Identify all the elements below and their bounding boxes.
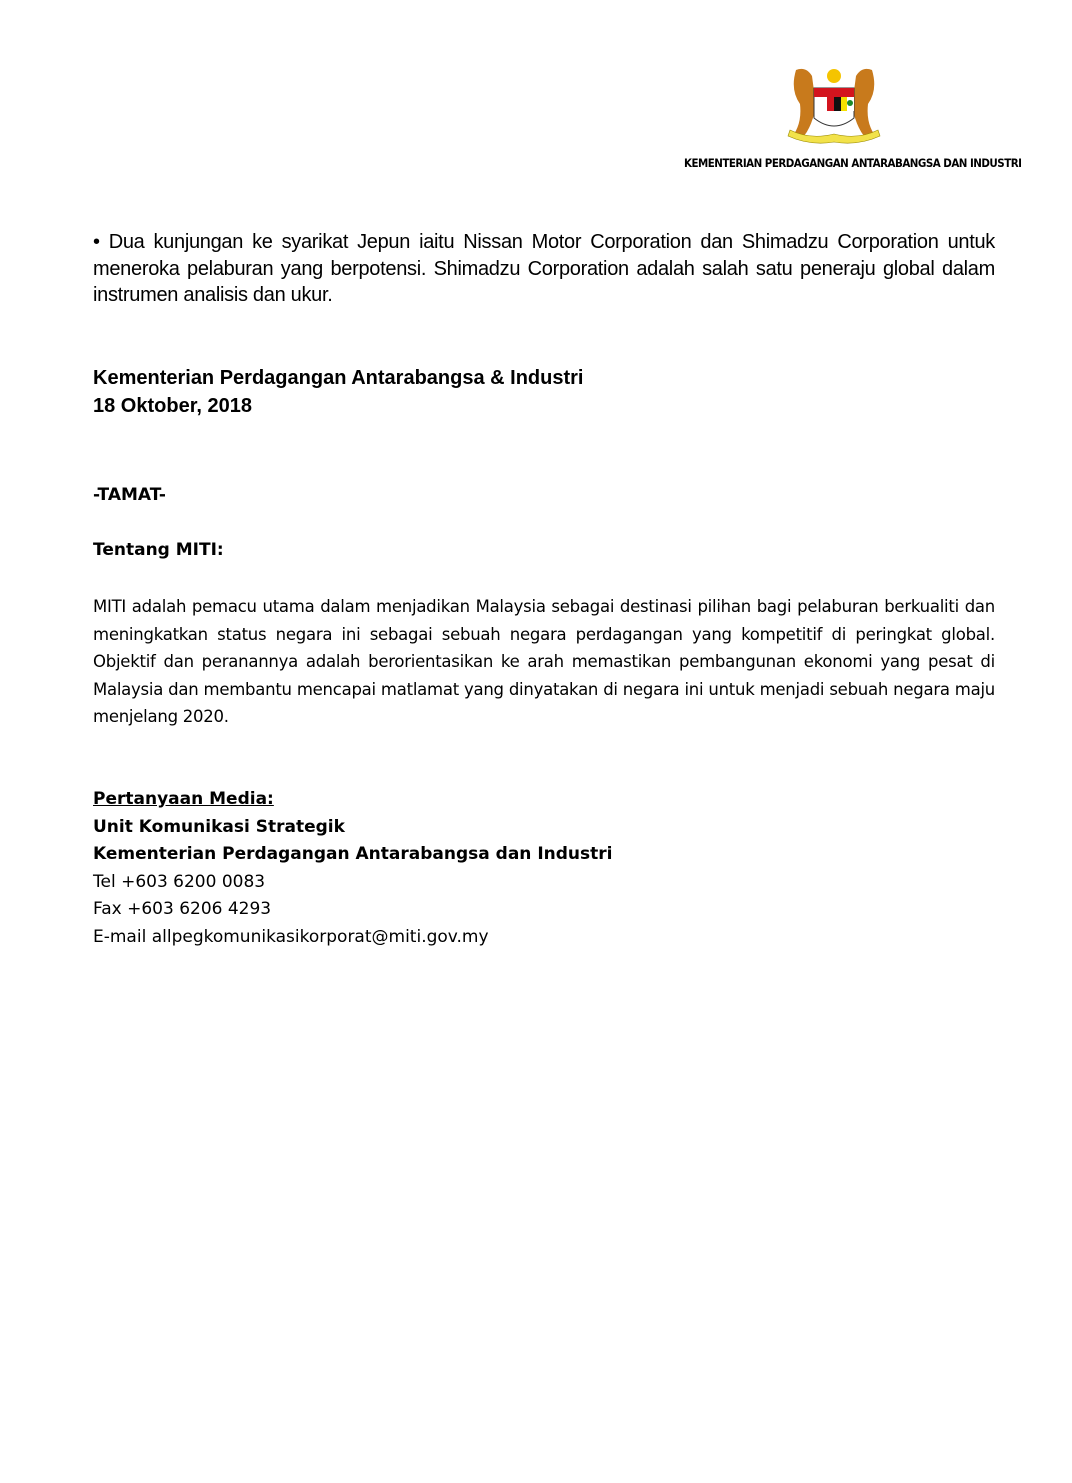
- signoff-org: Kementerian Perdagangan Antarabangsa & Industri: [93, 367, 584, 389]
- contact-unit: Unit Komunikasi Strategik: [93, 816, 345, 837]
- signoff-date: 18 Oktober, 2018: [93, 395, 252, 417]
- media-contact: [93, 786, 612, 951]
- contact-fax: Fax +603 6206 4293: [93, 899, 272, 919]
- ministry-label: KEMENTERIAN PERDAGANGAN ANTARABANGSA DAN INDUSTRI: [684, 157, 1022, 170]
- coat-of-arms-logo: [778, 64, 890, 148]
- signoff: [93, 364, 583, 420]
- end-marker: -TAMAT-: [93, 485, 166, 505]
- contact-email[interactable]: E-mail allpegkomunikasikorporat@miti.gov.my: [93, 926, 489, 947]
- contact-ministry: Kementerian Perdagangan Antarabangsa dan Industri: [93, 844, 613, 864]
- about-paragraph: MITI adalah pemacu utama dalam menjadikan Malaysia sebagai destinasi pilihan bagi pelaburan berkualiti dan meningkatkan status negara ini sebagai sebuah negara perdagangan yang kompetitif di peringkat global. Objektif dan peranannya adalah berorientasikan ke arah memastikan pembangunan ekonomi yang pesat di Malaysia dan membantu mencapai matlamat yang dinyatakan di negara ini untuk menjadi sebuah negara maju menjelang 2020.: [93, 597, 995, 726]
- contact-title: Pertanyaan Media:: [93, 789, 274, 809]
- about-title: Tentang MITI:: [93, 540, 224, 560]
- bullet-paragraph: • Dua kunjungan ke syarikat Jepun iaitu Nissan Motor Corporation dan Shimadzu Corporation untuk meneroka pelaburan yang berpotensi. Shimadzu Corporation adalah salah satu peneraju global dalam instrumen analisis dan ukur.: [93, 231, 995, 306]
- contact-tel: Tel +603 6200 0083: [93, 871, 266, 892]
